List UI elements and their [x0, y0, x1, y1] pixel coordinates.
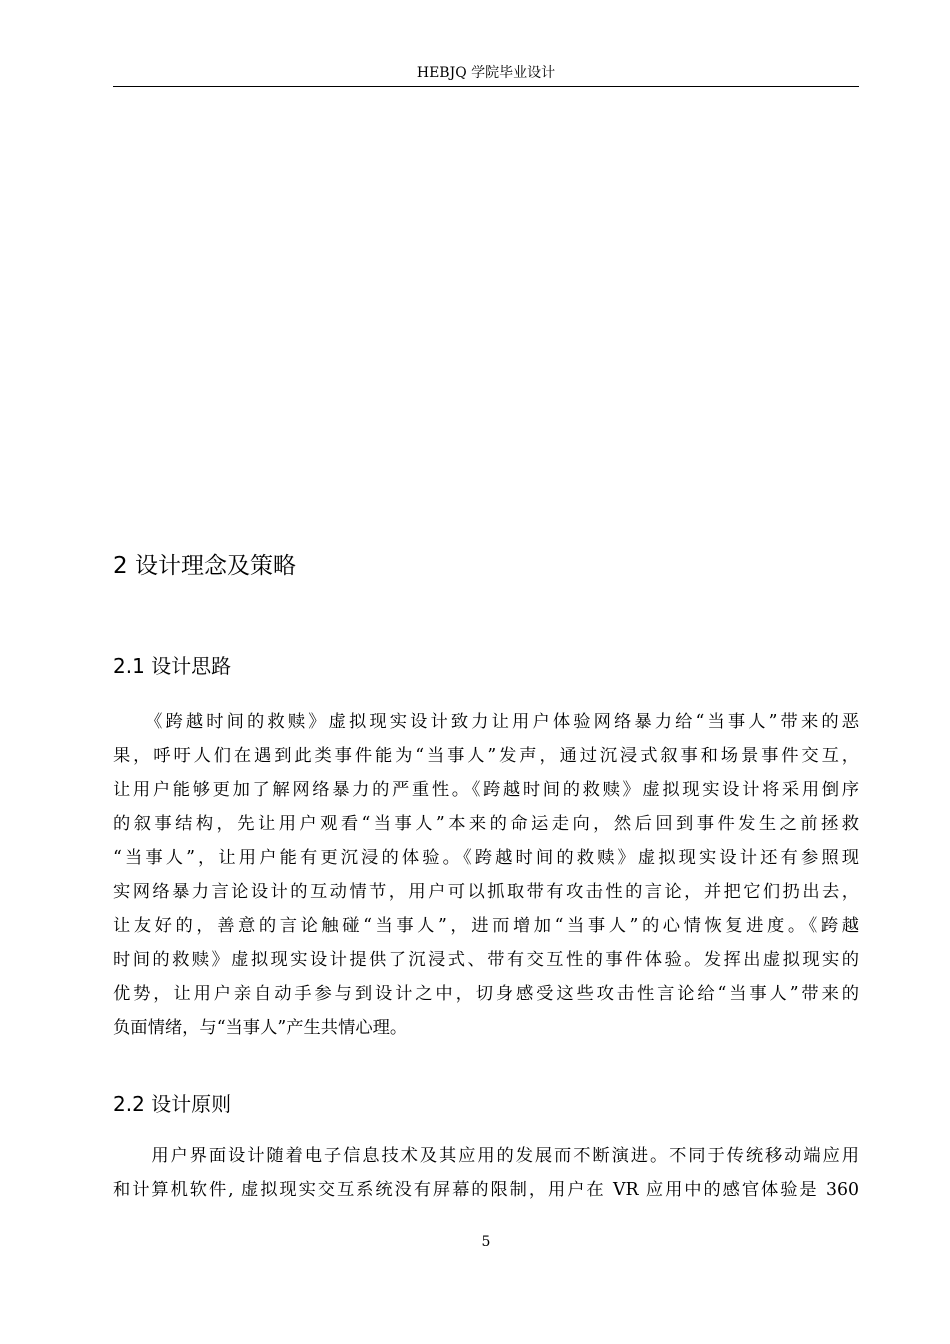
chapter-title: 2 设计理念及策略 — [113, 553, 296, 579]
section-title-2-1: 2.1 设计思路 — [113, 654, 232, 678]
text-line: 果，呼吁人们在遇到此类事件能为“当事人”发声，通过沉浸式叙事和场景事件交互， — [113, 746, 859, 766]
text-line: 的叙事结构，先让用户观看“当事人”本来的命运走向，然后回到事件发生之前拯救 — [113, 814, 859, 834]
text-line: 用户界面设计随着电子信息技术及其应用的发展而不断演进。不同于传统移动端应用 — [113, 1146, 859, 1166]
section-title-2-2: 2.2 设计原则 — [113, 1092, 232, 1116]
text-line: 优势，让用户亲自动手参与到设计之中，切身感受这些攻击性言论给“当事人”带来的 — [113, 984, 859, 1004]
text-line: 时间的救赎》虚拟现实设计提供了沉浸式、带有交互性的事件体验。发挥出虚拟现实的 — [113, 950, 859, 970]
page-number: 5 — [481, 1234, 491, 1250]
text-line: 实网络暴力言论设计的互动情节，用户可以抓取带有攻击性的言论，并把它们扔出去， — [113, 882, 859, 902]
text-line: 让友好的，善意的言论触碰“当事人”，进而增加“当事人”的心情恢复进度。《跨越 — [113, 916, 859, 936]
text-line: 《跨越时间的救赎》虚拟现实设计致力让用户体验网络暴力给“当事人”带来的恶 — [113, 712, 859, 732]
text-line: 让用户能够更加了解网络暴力的严重性。《跨越时间的救赎》虚拟现实设计将采用倒序 — [113, 780, 859, 800]
text-line: 和计算机软件, 虚拟现实交互系统没有屏幕的限制，用户在 VR 应用中的感官体验是 360 — [113, 1180, 859, 1200]
paragraph-design-approach — [113, 705, 859, 1045]
header-rule — [113, 86, 859, 87]
text-line: “当事人”，让用户能有更沉浸的体验。《跨越时间的救赎》虚拟现实设计还有参照现 — [113, 848, 859, 868]
text-line: 负面情绪，与“当事人”产生共情心理。 — [113, 1018, 408, 1038]
paragraph-design-principles — [113, 1139, 859, 1207]
running-header: HEBJQ 学院毕业设计 — [416, 65, 556, 81]
